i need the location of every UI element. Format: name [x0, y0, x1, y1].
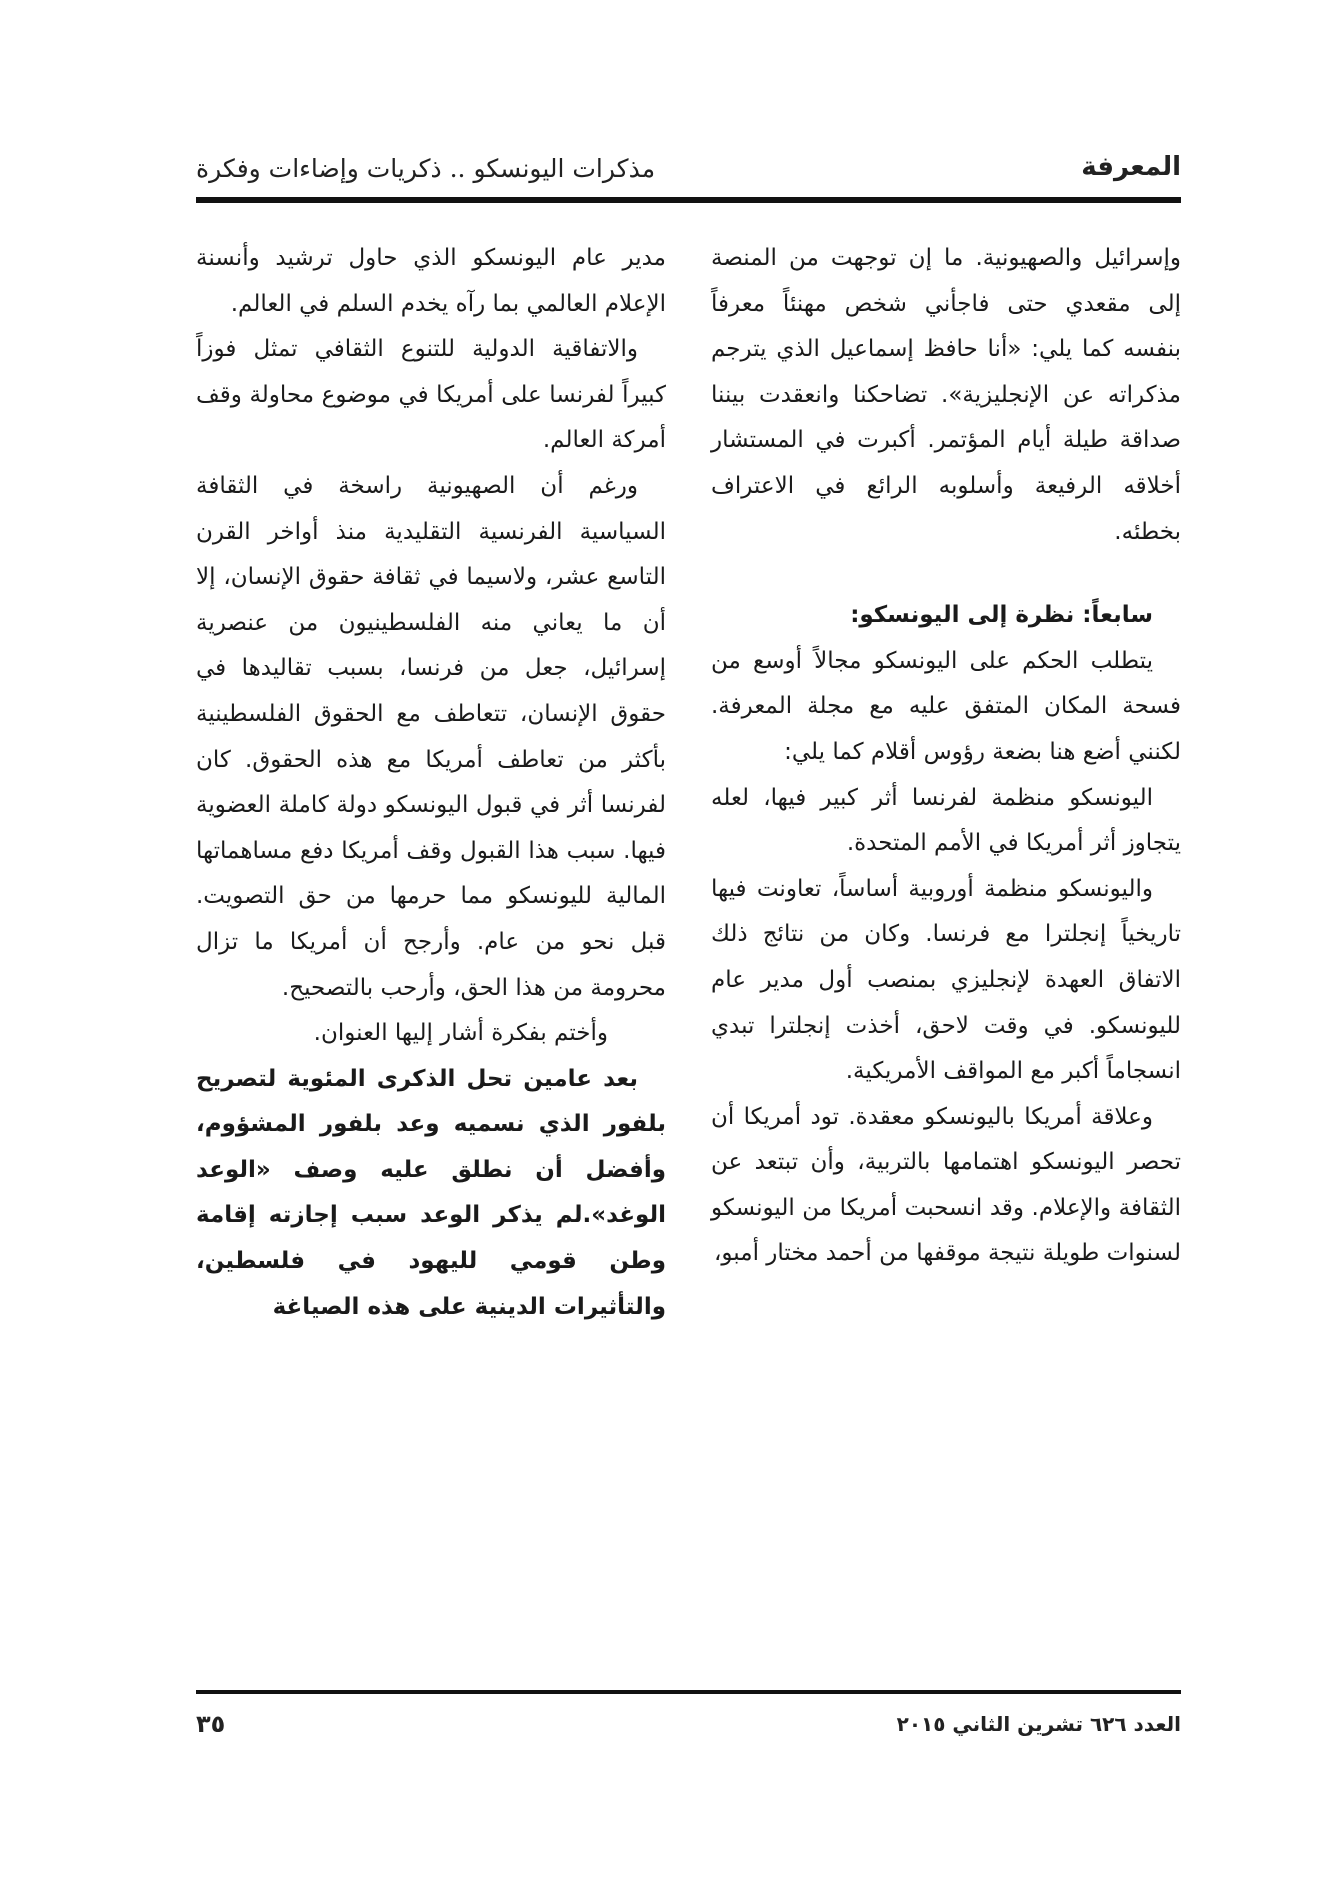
issue-info: العدد ٦٢٦ تشرين الثاني ٢٠١٥ [896, 1712, 1181, 1736]
paragraph: وإسرائيل والصهيونية. ما إن توجهت من المنصة إلى مقعدي حتى فاجأني شخص مهنئاً معرفاً بنفسه كما يلي: «أنا حافظ إسماعيل الذي يترجم مذكراته عن الإنجليزية». تضاحكنا وانعقدت بيننا صداقة طيلة أيام المؤتمر. أكبرت في المستشار أخلاقه الرفيعة وأسلوبه الرائع في الاعتراف بخطئه. [711, 245, 1181, 545]
page-number: ٣٥ [196, 1710, 226, 1738]
paragraph: ورغم أن الصهيونية راسخة في الثقافة السياسية الفرنسية التقليدية منذ أواخر القرن التاسع عشر، ولاسيما في ثقافة حقوق الإنسان، إلا أن ما يعاني منه الفلسطينيون من عنصرية إسرائيل، جعل من فرنسا، بسبب تقاليدها في حقوق الإنسان، تتعاطف مع الحقوق الفلسطينية بأكثر من تعاطف أمريكا مع هذه الحقوق. كان لفرنسا أثر في قبول اليونسكو دولة كاملة العضوية فيها. سبب هذا القبول وقف أمريكا دفع مساهماتها المالية لليونسكو مما حرمها من حق التصويت. قبل نحو من عام. وأرجح أن أمريكا ما تزال محرومة من هذا الحق، وأرحب بالتصحيح. [196, 472, 666, 1001]
page-footer [196, 1712, 1181, 1752]
header-rule [196, 197, 1181, 203]
left-column [196, 236, 666, 1330]
paragraph: واليونسكو منظمة أوروبية أساساً، تعاونت فيها تاريخياً إنجلترا مع فرنسا. وكان من نتائج ذلك الاتفاق العهدة لإنجليزي بمنصب أول مدير عام لليونسكو. في وقت لاحق، أخذت إنجلترا تبدي انسجاماً أكبر مع المواقف الأمريكية. [711, 875, 1181, 1085]
paragraph: يتطلب الحكم على اليونسكو مجالاً أوسع من فسحة المكان المتفق عليه مع مجلة المعرفة. لكنني أضع هنا بضعة رؤوس أقلام كما يلي: [711, 647, 1181, 765]
page-header [196, 146, 1181, 194]
paragraph: وأختم بفكرة أشار إليها العنوان. [313, 1020, 608, 1047]
magazine-logo: المعرفة [1081, 152, 1181, 182]
paragraph: مدير عام اليونسكو الذي حاول ترشيد وأنسنة الإعلام العالمي بما رآه يخدم السلم في العالم. [196, 245, 666, 317]
section-heading: سابعاً: نظرة إلى اليونسكو: [850, 602, 1153, 629]
running-title: مذكرات اليونسكو .. ذكريات وإضاءات وفكرة [196, 154, 656, 183]
paragraph: اليونسكو منظمة لفرنسا أثر كبير فيها، لعله يتجاوز أثر أمريكا في الأمم المتحدة. [711, 784, 1181, 857]
paragraph: والاتفاقية الدولية للتنوع الثقافي تمثل فوزاً كبيراً لفرنسا على أمريكا في موضوع محاولة وقف أمركة العالم. [196, 336, 666, 454]
right-column [711, 236, 1181, 1277]
footer-rule [196, 1690, 1181, 1694]
bold-paragraph: بعد عامين تحل الذكرى المئوية لتصريح بلفور الذي نسميه وعد بلفور المشؤوم، وأفضل أن نطلق عليه وصف «الوعد الوغد».لم يذكر الوعد سبب إجازته إقامة وطن قومي لليهود في فلسطين، والتأثيرات الدينية على هذه الصياغة [196, 1065, 666, 1320]
paragraph: وعلاقة أمريكا باليونسكو معقدة. تود أمريكا أن تحصر اليونسكو اهتمامها بالتربية، وأن تبتعد عن الثقافة والإعلام. وقد انسحبت أمريكا من اليونسكو لسنوات طويلة نتيجة موقفها من أحمد مختار أمبو، [711, 1103, 1181, 1267]
